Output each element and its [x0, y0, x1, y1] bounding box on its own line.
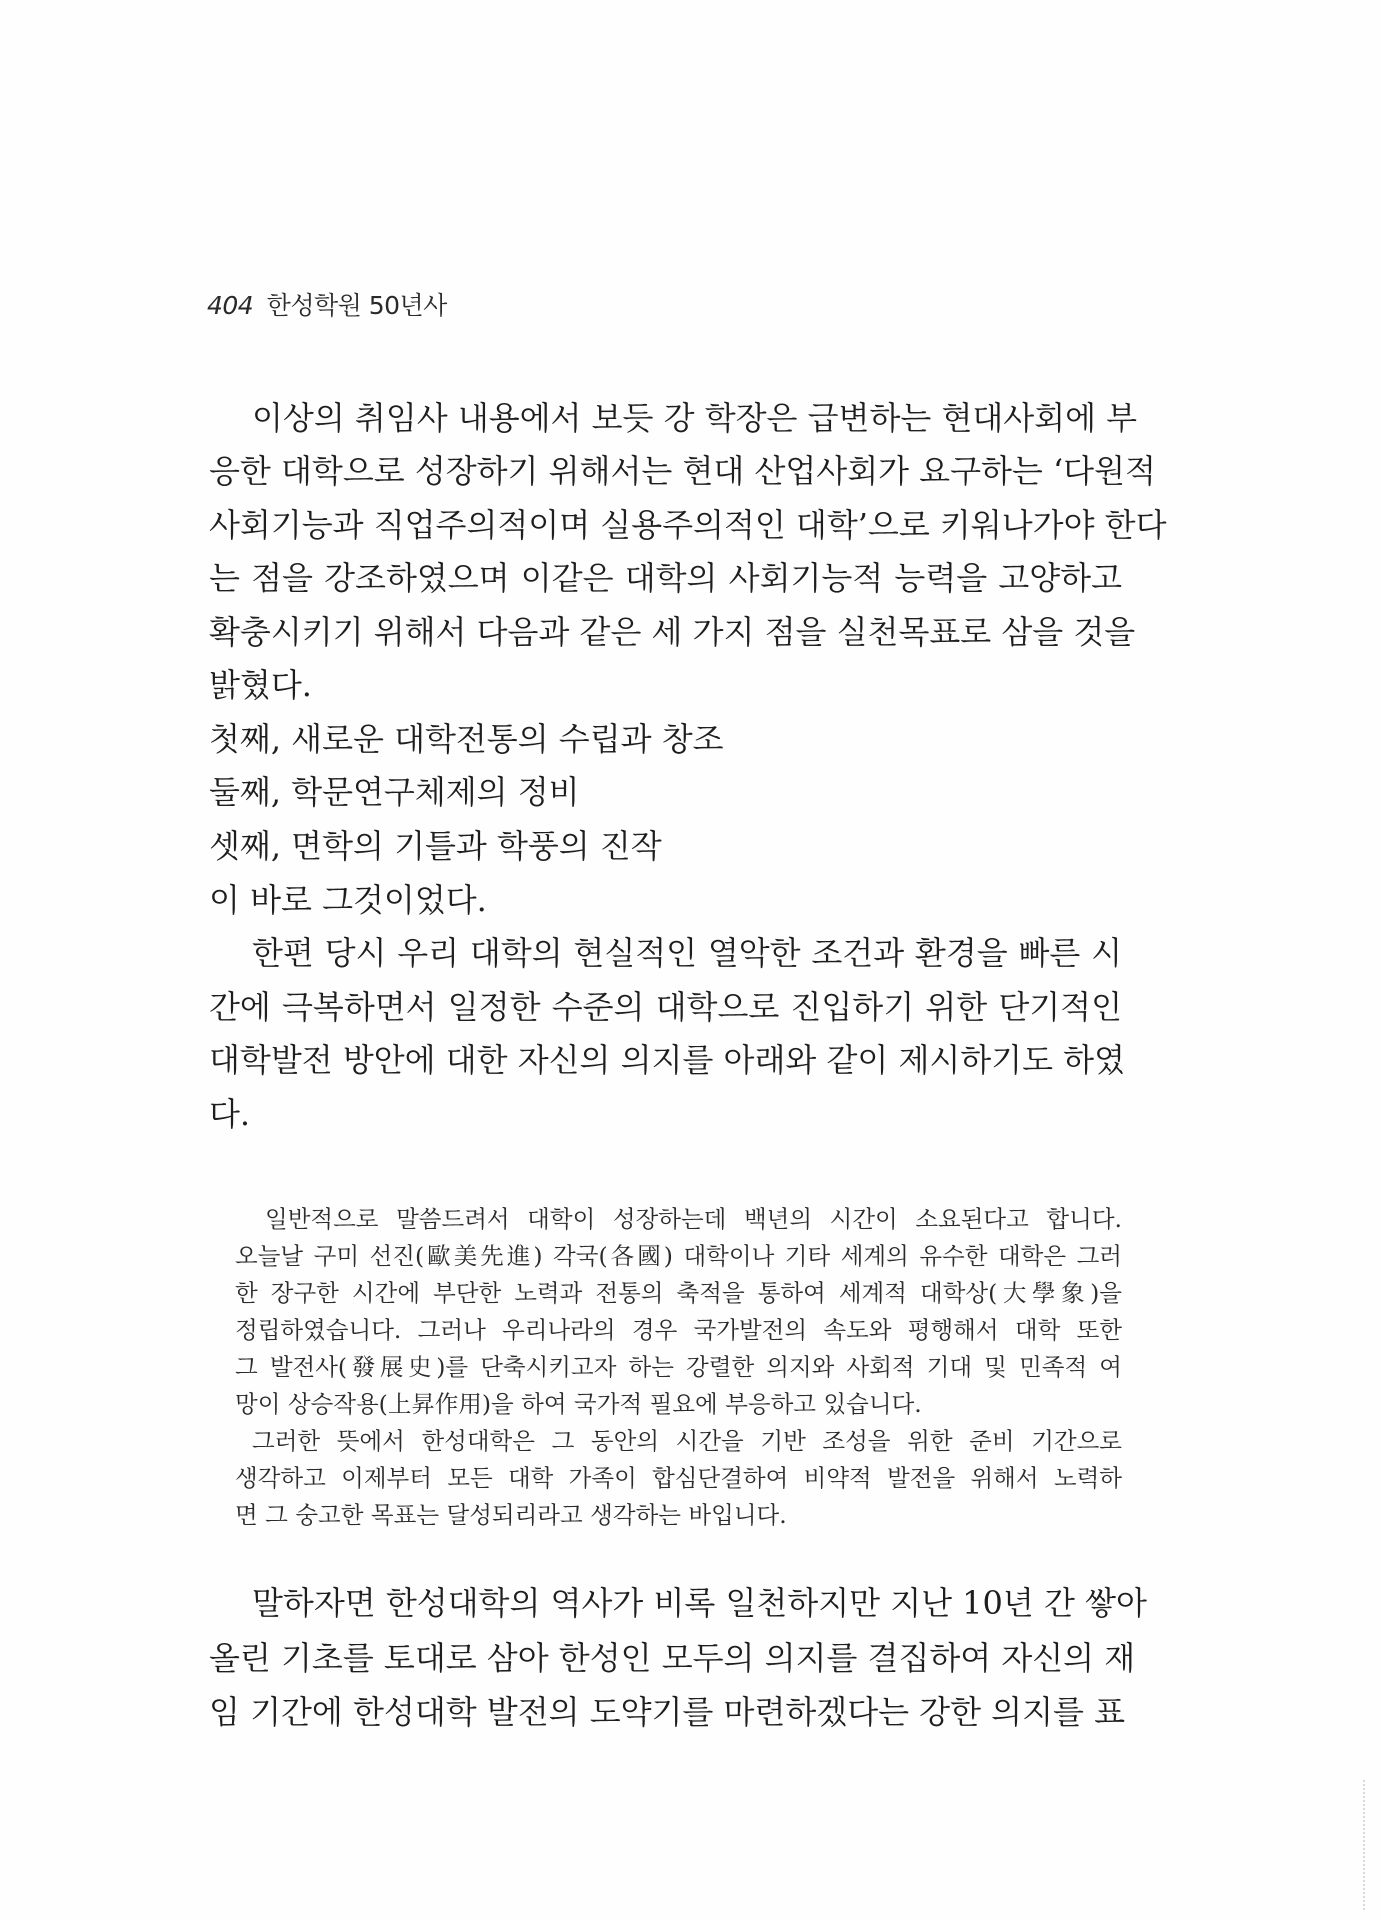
quote-line: 오늘날 구미 선진(歐美先進) 각국(各國) 대학이나 기타 세계의 유수한 대학은 그러: [235, 1242, 1122, 1270]
closing-line: 올린 기초를 토대로 삼아 한성인 모두의 의지를 결집하여 자신의 재: [209, 1639, 1136, 1677]
body-list-item: 둘째, 학문연구체제의 정비: [209, 773, 580, 811]
body-line: 이상의 취임사 내용에서 보듯 강 학장은 급변하는 현대사회에 부: [252, 399, 1138, 437]
body-line: 확충시키기 위해서 다음과 같은 세 가지 점을 실천목표로 삼을 것을: [209, 613, 1136, 651]
quote-line: 한 장구한 시간에 부단한 노력과 전통의 축적을 통하여 세계적 대학상(大學象)을: [235, 1279, 1122, 1307]
quote-line: 그 발전사(發展史)를 단축시키고자 하는 강렬한 의지와 사회적 기대 및 민족적 여: [235, 1353, 1122, 1381]
quote-line: 정립하였습니다. 그러나 우리나라의 경우 국가발전의 속도와 평행해서 대학 또한: [235, 1316, 1122, 1344]
book-title: 한성학원 50년사: [266, 291, 447, 320]
body-line: 한편 당시 우리 대학의 현실적인 열악한 조건과 환경을 빠른 시: [252, 934, 1122, 972]
closing-line: 임 기간에 한성대학 발전의 도약기를 마련하겠다는 강한 의지를 표: [209, 1693, 1126, 1731]
body-list-item: 셋째, 면학의 기틀과 학풍의 진작: [209, 827, 662, 865]
closing-line: 말하자면 한성대학의 역사가 비록 일천하지만 지난 10년 간 쌓아: [252, 1584, 1147, 1622]
body-line: 밝혔다.: [209, 666, 312, 704]
quote-line: 면 그 숭고한 목표는 달성되리라고 생각하는 바입니다.: [235, 1501, 787, 1529]
scan-edge-marks: [1363, 1780, 1367, 1910]
body-line: 간에 극복하면서 일정한 수준의 대학으로 진입하기 위한 단기적인: [209, 988, 1122, 1026]
page-number: 404: [207, 291, 254, 320]
running-header: [207, 286, 447, 322]
body-line: 이 바로 그것이었다.: [209, 881, 487, 919]
body-line: 사회기능과 직업주의적이며 실용주의적인 대학’으로 키워나가야 한다: [209, 506, 1167, 544]
body-line: 대학발전 방안에 대한 자신의 의지를 아래와 같이 제시하기도 하였: [209, 1041, 1126, 1079]
body-line: 는 점을 강조하였으며 이같은 대학의 사회기능적 능력을 고양하고: [209, 559, 1122, 597]
quote-line: 그러한 뜻에서 한성대학은 그 동안의 시간을 기반 조성을 위한 준비 기간으로: [252, 1427, 1122, 1455]
quote-line: 망이 상승작용(上昇作用)을 하여 국가적 필요에 부응하고 있습니다.: [235, 1390, 922, 1418]
quote-line: 생각하고 이제부터 모든 대학 가족이 합심단결하여 비약적 발전을 위해서 노력하: [235, 1464, 1122, 1492]
quote-line: 일반적으로 말씀드려서 대학이 성장하는데 백년의 시간이 소요된다고 합니다.: [265, 1205, 1122, 1233]
body-line: 다.: [209, 1095, 251, 1133]
body-list-item: 첫째, 새로운 대학전통의 수립과 창조: [209, 720, 724, 758]
body-line: 응한 대학으로 성장하기 위해서는 현대 산업사회가 요구하는 ‘다원적: [209, 452, 1156, 490]
